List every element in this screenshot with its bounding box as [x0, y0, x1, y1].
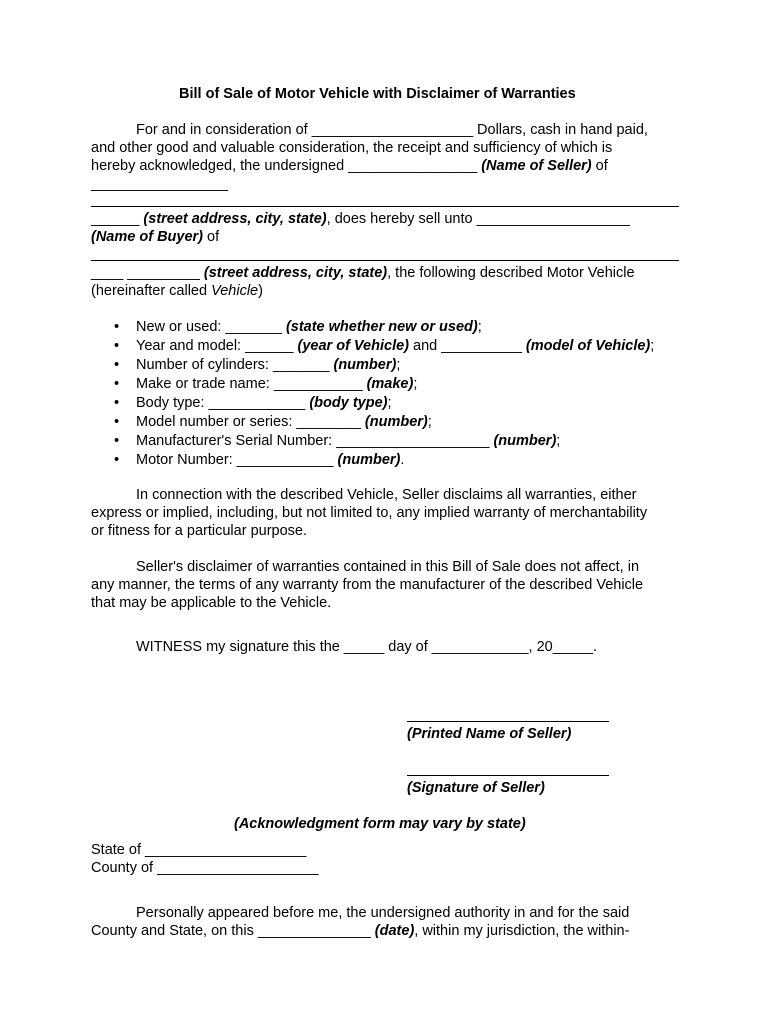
intro-text: Dollars, cash in hand paid, — [473, 122, 648, 138]
seller-address-field[interactable]: ______ — [91, 211, 140, 227]
bullet-icon: • — [114, 319, 120, 335]
appeared-text: , within my jurisdiction, the within- — [414, 923, 630, 939]
appeared-line-1: Personally appeared before me, the undersigned authority in and for the said — [136, 905, 630, 921]
buyer-name-label: (Name of Buyer) — [91, 229, 203, 245]
witness-line[interactable]: WITNESS my signature this the _____ day of ____________, 20_____. — [136, 639, 598, 655]
bullet-icon: • — [114, 338, 120, 354]
list-item-end: ; — [556, 433, 561, 449]
list-item-label: (number) — [337, 452, 401, 468]
vehicle-term: Vehicle — [211, 283, 259, 299]
disclaimer1-line-2: express or implied, including, but not limited to, any implied warranty of merchantability — [91, 505, 648, 521]
intro-line-3 — [91, 157, 608, 175]
buyer-address-label: (street address, city, state) — [203, 265, 388, 281]
list-item-text: Manufacturer's Serial Number: ___________________ — [136, 433, 494, 449]
list-item-end: ; — [413, 376, 418, 392]
seller-address-line — [91, 210, 630, 228]
buyer-name-field[interactable]: ___________________ — [476, 211, 630, 227]
buyer-name-line — [91, 228, 219, 246]
hereinafter-line — [91, 282, 263, 300]
list-item-label: (state whether new or used) — [285, 319, 478, 335]
document-title: Bill of Sale of Motor Vehicle with Disclaimer of Warranties — [179, 86, 576, 102]
bullet-icon: • — [114, 395, 120, 411]
intro-line-1 — [136, 121, 648, 139]
list-item-cylinders[interactable] — [136, 356, 400, 374]
seller-address-label: (street address, city, state) — [143, 211, 327, 227]
list-item-text: New or used: _______ — [136, 319, 286, 335]
list-item-serial-number[interactable] — [136, 432, 560, 450]
buyer-address-rule[interactable] — [91, 260, 679, 261]
bullet-icon: • — [114, 357, 120, 373]
list-item-text: Motor Number: ____________ — [136, 452, 338, 468]
appeared-line-2 — [91, 922, 629, 940]
seller-name-field[interactable]: ________________ — [348, 158, 478, 174]
state-line[interactable]: State of ____________________ — [91, 842, 307, 858]
bullet-icon: • — [114, 433, 120, 449]
list-item-label: (model of Vehicle) — [525, 338, 651, 354]
seller-address-rule[interactable] — [91, 206, 679, 207]
consideration-amount-field[interactable]: ____________________ — [311, 122, 474, 138]
buyer-address-line — [91, 264, 635, 282]
list-item-label: (number) — [364, 414, 428, 430]
list-item-text: Body type: ____________ — [136, 395, 310, 411]
bullet-icon: • — [114, 414, 120, 430]
list-item-label: (year of Vehicle) — [297, 338, 409, 354]
date-label: (date) — [374, 923, 415, 939]
signature-label: (Signature of Seller) — [407, 780, 545, 796]
bullet-icon: • — [114, 376, 120, 392]
list-item-text: Year and model: ______ — [136, 338, 298, 354]
buyer-address-field[interactable]: ____ _________ — [91, 265, 200, 281]
hereinafter-text: ) — [258, 283, 263, 299]
list-item-label: (make) — [366, 376, 414, 392]
county-line[interactable]: County of ____________________ — [91, 860, 319, 876]
list-item-end: ; — [396, 357, 401, 373]
seller-address-blank-1[interactable]: _________________ — [91, 176, 229, 192]
list-item-end: ; — [387, 395, 392, 411]
list-item-model-number[interactable] — [136, 413, 432, 431]
acknowledgment-note: (Acknowledgment form may vary by state) — [234, 816, 526, 832]
list-item-text: Model number or series: ________ — [136, 414, 365, 430]
list-item-new-or-used[interactable] — [136, 318, 482, 336]
disclaimer2-line-2: any manner, the terms of any warranty from the manufacturer of the described Vehicle — [91, 577, 644, 593]
list-item-text: Number of cylinders: _______ — [136, 357, 334, 373]
intro-line-2: and other good and valuable consideration, the receipt and sufficiency of which is — [91, 140, 613, 156]
list-item-label: (body type) — [309, 395, 388, 411]
list-item-end: ; — [427, 414, 432, 430]
list-item-text: and __________ — [409, 338, 526, 354]
disclaimer1-line-1: In connection with the described Vehicle, Seller disclaims all warranties, either — [136, 487, 637, 503]
list-item-label: (number) — [493, 433, 557, 449]
intro-text: of — [591, 158, 608, 174]
list-item-text: Make or trade name: ___________ — [136, 376, 367, 392]
disclaimer2-line-1: Seller's disclaimer of warranties contained in this Bill of Sale does not affect, in — [136, 559, 640, 575]
list-item-motor-number[interactable] — [136, 451, 404, 469]
signature-rule[interactable] — [407, 775, 609, 776]
seller-name-label: (Name of Seller) — [481, 158, 592, 174]
list-item-end: ; — [477, 319, 482, 335]
printed-name-rule[interactable] — [407, 721, 609, 722]
sell-text: , does hereby sell unto — [326, 211, 477, 227]
vehicle-described-text: , the following described Motor Vehicle — [387, 265, 635, 281]
appeared-text: County and State, on this ______________ — [91, 923, 375, 939]
of-text: of — [203, 229, 220, 245]
list-item-end: . — [400, 452, 405, 468]
list-item-label: (number) — [333, 357, 397, 373]
bullet-icon: • — [114, 452, 120, 468]
intro-text: hereby acknowledged, the undersigned — [91, 158, 349, 174]
printed-name-label: (Printed Name of Seller) — [407, 726, 572, 742]
list-item-make[interactable] — [136, 375, 417, 393]
disclaimer2-line-3: that may be applicable to the Vehicle. — [91, 595, 332, 611]
hereinafter-text: (hereinafter called — [91, 283, 212, 299]
disclaimer1-line-3: or fitness for a particular purpose. — [91, 523, 307, 539]
intro-text: For and in consideration of — [136, 122, 312, 138]
list-item-year-model[interactable] — [136, 337, 654, 355]
list-item-end: ; — [650, 338, 655, 354]
list-item-body-type[interactable] — [136, 394, 392, 412]
